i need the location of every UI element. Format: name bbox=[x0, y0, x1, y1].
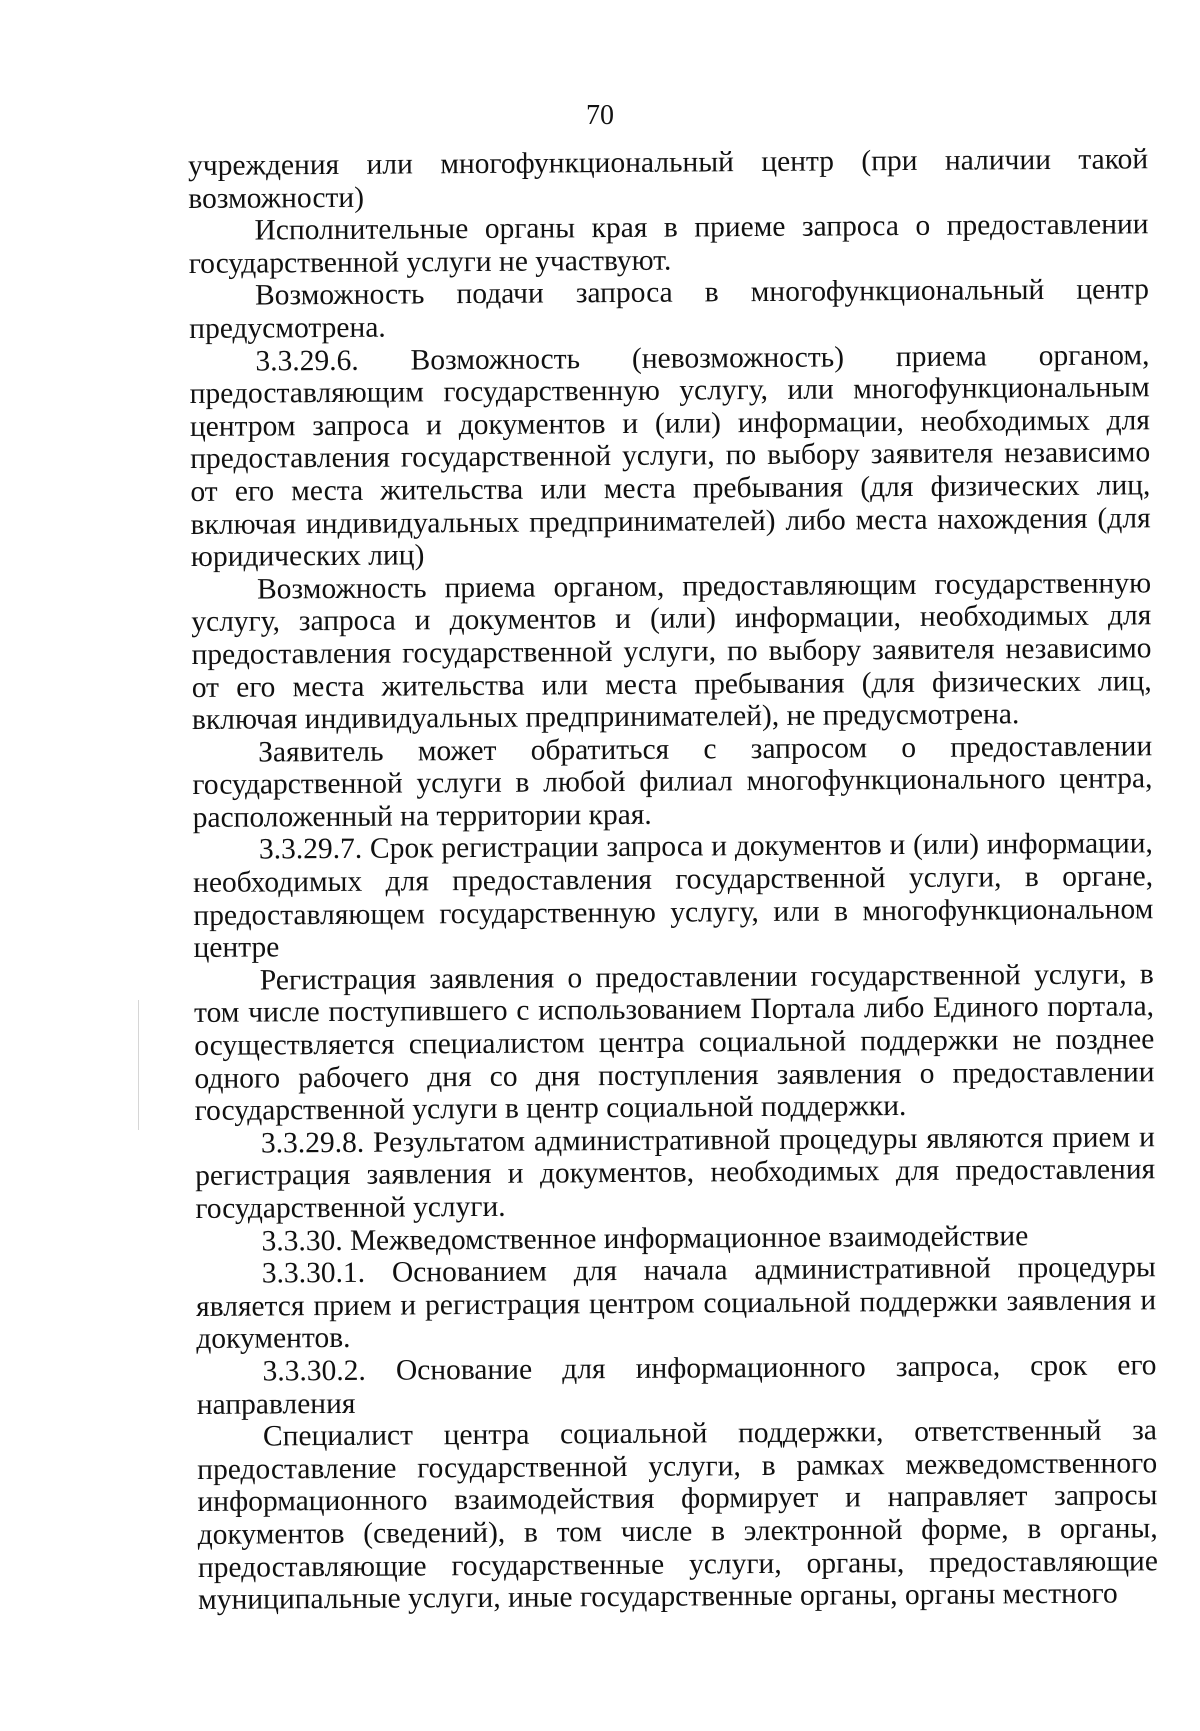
paragraph-acceptance-possibility: Возможность приема органом, предоставляющим государственную услугу, запроса и документов и (или) информации, необходимых для предоставления государственной услуги, по выбору заявителя независимо от его места жительства или места пребывания (для физических лиц, включая индивидуальных предпринимателей), не предусмотрена. bbox=[191, 567, 1152, 737]
paragraph-continuation: учреждения или многофункциональный центр (при наличии такой возможности) bbox=[188, 143, 1149, 215]
paragraph-3-3-29-6: 3.3.29.6. Возможность (невозможность) приема органом, предоставляющим государственную услугу, или многофункциональным центром запроса и документов и (или) информации, необходимых для предоставления государственной услуги, по выбору заявителя независимо от его места жительства или места пребывания (для физических лиц, включая индивидуальных предпринимателей) либо места нахождения (для юридических лиц) bbox=[189, 338, 1151, 574]
paragraph-3-3-30-2: 3.3.30.2. Основание для информационного запроса, срок его направления bbox=[196, 1349, 1157, 1421]
paragraph-registration: Регистрация заявления о предоставлении государственной услуги, в том числе поступившего с использованием Портала либо Единого портала, осуществляется специалистом центра социальной поддержки не позднее одного рабочего дня со дня поступления заявления о предоставлении государственной услуги в центр социальной поддержки. bbox=[193, 958, 1155, 1128]
paragraph-applicant-branch: Заявитель может обратиться с запросом о предоставлении государственной услуги в любой филиал многофункционального центра, расположенный на территории края. bbox=[192, 729, 1153, 834]
paragraph-3-3-29-8: 3.3.29.8. Результатом административной процедуры являются прием и регистрация заявления и документов, необходимых для предоставления государственной услуги. bbox=[195, 1121, 1156, 1225]
page-number: 70 bbox=[586, 100, 614, 131]
paragraph-3-3-30-1: 3.3.30.1. Основанием для начала административной процедуры является прием и регистрация центром социальной поддержки заявления и документов. bbox=[195, 1251, 1157, 1356]
document-body bbox=[188, 143, 1158, 1616]
paragraph-executive-bodies: Исполнительные органы края в приеме запроса о предоставлении государственной услуги не участвуют. bbox=[188, 208, 1149, 280]
paragraph-mfc-possibility: Возможность подачи запроса в многофункциональный центр предусмотрена. bbox=[189, 273, 1150, 345]
scan-margin-mark bbox=[138, 1000, 139, 1130]
paragraph-3-3-30: 3.3.30. Межведомственное информационное взаимодействие bbox=[261, 1219, 1029, 1258]
paragraph-specialist: Специалист центра социальной поддержки, ответственный за предоставление государственной услуги, в рамках межведомственного информационного взаимодействия формирует и направляет запросы документов (сведений), в том числе в электронной форме, в органы, предоставляющие государственные услуги, органы, предоставляющие муниципальные услуги, иные государственные органы, органы местного bbox=[197, 1414, 1158, 1617]
paragraph-3-3-29-7: 3.3.29.7. Срок регистрации запроса и документов и (или) информации, необходимых для предоставления государственной услуги, в органе, предоставляющем государственную услугу, или в многофункциональном центре bbox=[193, 827, 1154, 965]
